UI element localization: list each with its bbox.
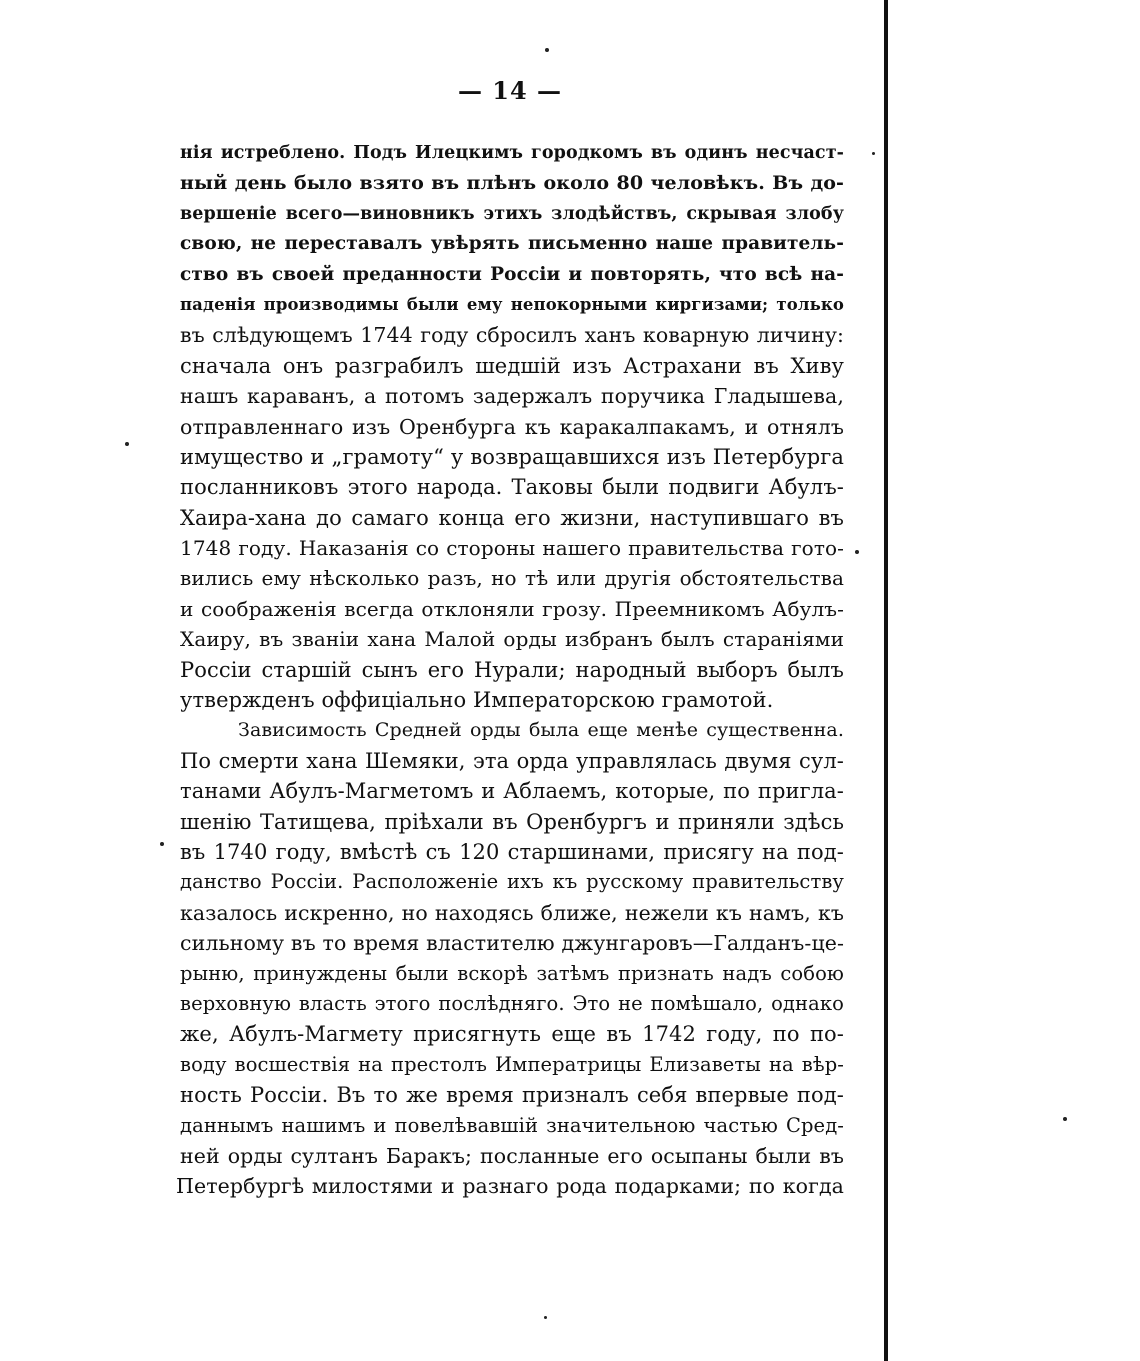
- text-line: ный день было взято въ плѣнъ около 80 человѣкъ. Въ до-: [180, 172, 844, 195]
- text-line: отправленнаго изъ Оренбурга къ каракалпакамъ, и отнялъ: [180, 414, 844, 439]
- text-line: посланниковъ этого народа. Таковы были подвиги Абулъ-: [180, 475, 844, 500]
- text-line: танами Абулъ-Магметомъ и Аблаемъ, которые, по пригла-: [180, 779, 844, 804]
- text-line: Хаиру, въ званіи хана Малой орды избранъ былъ стараніями: [180, 627, 844, 652]
- text-line: имущество и „грамоту“ у возвращавшихся изъ Петербурга: [180, 444, 844, 469]
- text-line: казалось искренно, но находясь ближе, нежели къ намъ, къ: [180, 900, 844, 925]
- text-line: Россіи старшій сынъ его Нурали; народный выборъ былъ: [180, 657, 844, 682]
- page-number: — 14 —: [457, 76, 563, 105]
- text-line: шенію Татищева, пріѣхали въ Оренбургъ и приняли здѣсь: [180, 809, 844, 834]
- text-line: рыню, принуждены были вскорѣ затѣмъ признать надъ собою: [180, 961, 844, 985]
- scan-speck: [125, 442, 129, 446]
- text-line: вершеніе всего—виновникъ этихъ злодѣйствъ, скрывая злобу: [180, 203, 844, 224]
- text-line: сначала онъ разграбилъ шедшій изъ Астрахани въ Хиву: [180, 353, 844, 378]
- scan-speck: [1063, 1117, 1067, 1121]
- binding-edge-rule: [884, 0, 888, 1361]
- text-line: 1748 году. Наказанія со стороны нашего правительства гото-: [180, 536, 844, 561]
- text-line: данство Россіи. Расположеніе ихъ къ русскому правительству: [180, 870, 844, 894]
- text-line: нія истреблено. Подъ Илецкимъ городкомъ въ одинъ несчаст-: [180, 143, 844, 163]
- paragraph-2: [176, 715, 844, 1201]
- text-line: сильному въ то время властителю джунгаровъ—Галданъ-це-: [180, 931, 844, 956]
- text-line: въ 1740 году, вмѣстѣ съ 120 старшинами, присягу на под-: [180, 839, 844, 864]
- text-line: Петербургѣ милостями и разнаго рода подарками; по когда: [176, 1174, 844, 1199]
- text-line: ность Россіи. Въ то же время призналъ себя впервые под-: [180, 1083, 844, 1108]
- text-line: же, Абулъ-Магмету присягнуть еще въ 1742 году, по по-: [180, 1022, 844, 1047]
- scan-speck: [544, 1316, 547, 1319]
- text-line: Зависимость Средней орды была еще менѣе существенна.: [238, 719, 844, 742]
- scan-speck: [545, 48, 549, 52]
- text-line: верховную власть этого послѣдняго. Это не помѣшало, однако: [180, 991, 844, 1015]
- text-line: паденія производимы были ему непокорными киргизами; только: [180, 294, 844, 314]
- text-line: ство въ своей преданности Россіи и повторять, что всѣ на-: [180, 263, 844, 285]
- text-line: и соображенія всегда отклоняли грозу. Преемникомъ Абулъ-: [180, 596, 844, 621]
- text-line: ней орды султанъ Баракъ; посланные его осыпаны были въ: [180, 1143, 844, 1168]
- scan-speck: [872, 152, 875, 155]
- text-line: вились ему нѣсколько разъ, но тѣ или другія обстоятельства: [180, 566, 844, 591]
- body-text: [176, 138, 844, 1202]
- scan-speck: [160, 842, 164, 846]
- text-line: По смерти хана Шемяки, эта орда управлялась двумя сул-: [180, 748, 844, 773]
- text-line: утвержденъ оффиціально Императорскою грамотой.: [180, 688, 774, 713]
- text-line: Хаира-хана до самаго конца его жизни, наступившаго въ: [180, 505, 844, 530]
- scan-speck: [855, 550, 859, 554]
- text-line: свою, не переставалъ увѣрять письменно наше правитель-: [180, 233, 844, 255]
- text-line: даннымъ нашимъ и повелѣвавшій значительною частью Сред-: [180, 1113, 844, 1137]
- text-line: воду восшествія на престолъ Императрицы Елизаветы на вѣр-: [180, 1052, 844, 1076]
- text-line: въ слѣдующемъ 1744 году сбросилъ ханъ коварную личину:: [180, 323, 844, 348]
- text-line: нашъ караванъ, а потомъ задержалъ поручика Гладышева,: [180, 384, 844, 409]
- paragraph-1: [180, 138, 844, 715]
